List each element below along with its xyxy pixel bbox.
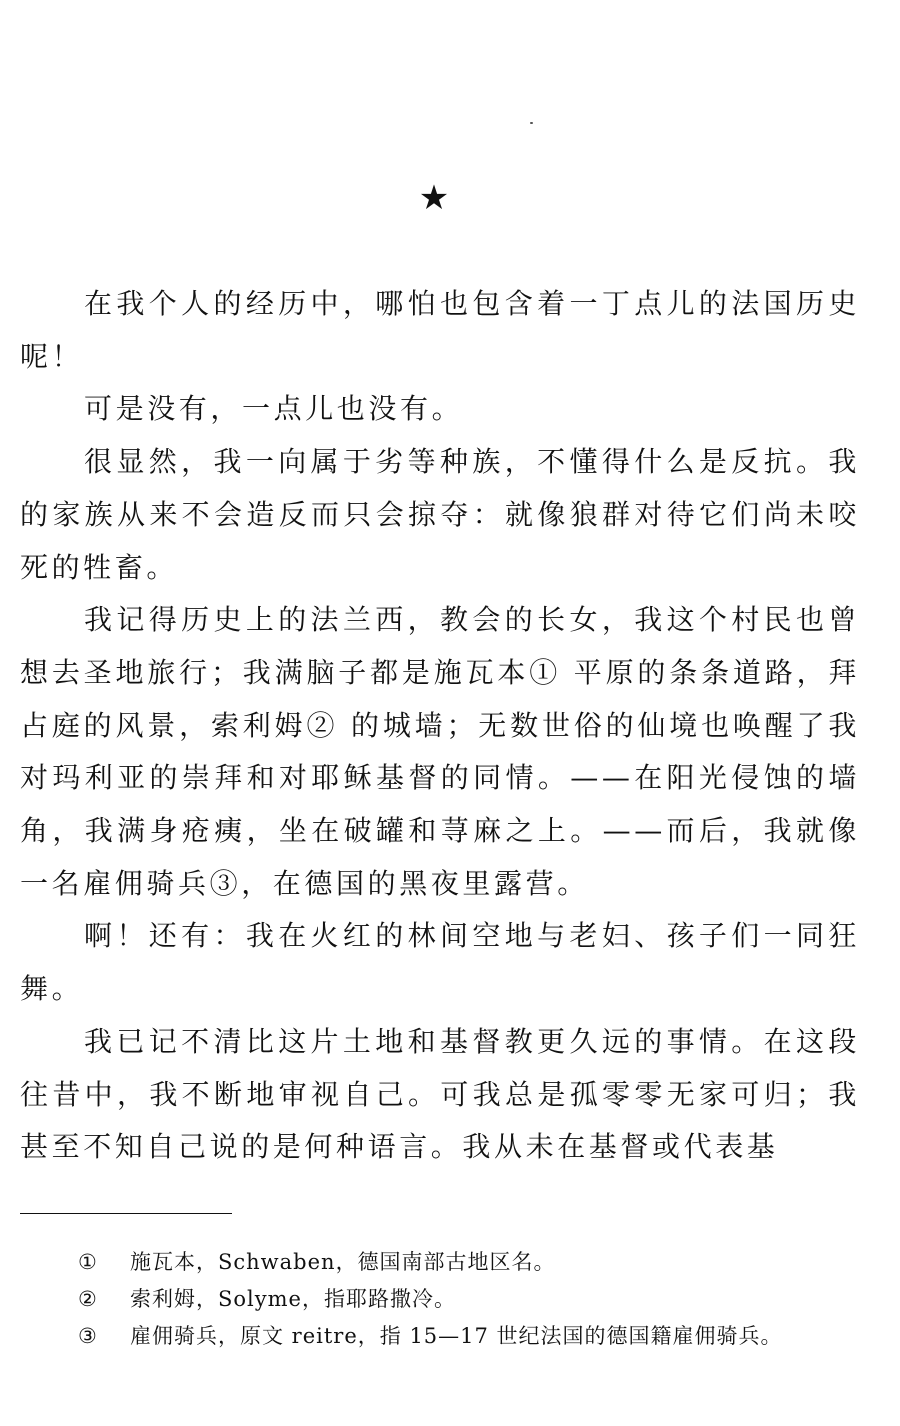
paragraph-5: 啊！还有：我在火红的林间空地与老妇、孩子们一同狂舞。 bbox=[20, 919, 860, 1006]
scan-speck bbox=[530, 122, 533, 124]
paragraph-3: 很显然，我一向属于劣等种族，不懂得什么是反抗。我的家族从来不会造反而只会掠夺：就像狼群对待它们尚未咬死的牲畜。 bbox=[20, 445, 860, 584]
paragraph-6: 我已记不清比这片土地和基督教更久远的事情。在这段往昔中，我不断地审视自己。可我总是孤零零无家可归；我甚至不知自己说的是何种语言。我从未在基督或代表基 bbox=[20, 1024, 860, 1164]
footnote-3-mark: ③ bbox=[78, 1324, 98, 1348]
body-text bbox=[20, 278, 860, 1174]
footnote-3-text: 雇佣骑兵，原文 reitre，指 15—17 世纪法国的德国籍雇佣骑兵。 bbox=[130, 1324, 783, 1348]
footnote-divider bbox=[20, 1213, 232, 1214]
paragraph-2: 可是没有，一点儿也没有。 bbox=[84, 392, 464, 426]
paragraph-4: 我记得历史上的法兰西，教会的长女，我这个村民也曾想去圣地旅行；我满脑子都是施瓦本① 平原的条条道路，拜占庭的风景，索利姆② 的城墙；无数世俗的仙境也唤醒了我对玛利亚的崇拜和对耶稣基督的同情。——在阳光侵蚀的墙角，我满身疮痍，坐在破罐和荨麻之上。——而后，我就像一名雇佣骑兵③，在德国的黑夜里露营。 bbox=[20, 603, 860, 900]
section-ornament-star: ★ bbox=[418, 178, 450, 218]
footnote-1-mark: ① bbox=[78, 1250, 98, 1274]
footnote-1-text: 施瓦本，Schwaben，德国南部古地区名。 bbox=[130, 1250, 556, 1274]
footnote-3 bbox=[78, 1318, 878, 1355]
footnote-1 bbox=[78, 1244, 878, 1281]
footnotes bbox=[78, 1244, 878, 1355]
footnote-2 bbox=[78, 1281, 878, 1318]
paragraph-1: 在我个人的经历中，哪怕也包含着一丁点儿的法国历史呢！ bbox=[20, 287, 860, 373]
footnote-2-text: 索利姆，Solyme，指耶路撒冷。 bbox=[130, 1287, 456, 1311]
footnote-2-mark: ② bbox=[78, 1287, 98, 1311]
